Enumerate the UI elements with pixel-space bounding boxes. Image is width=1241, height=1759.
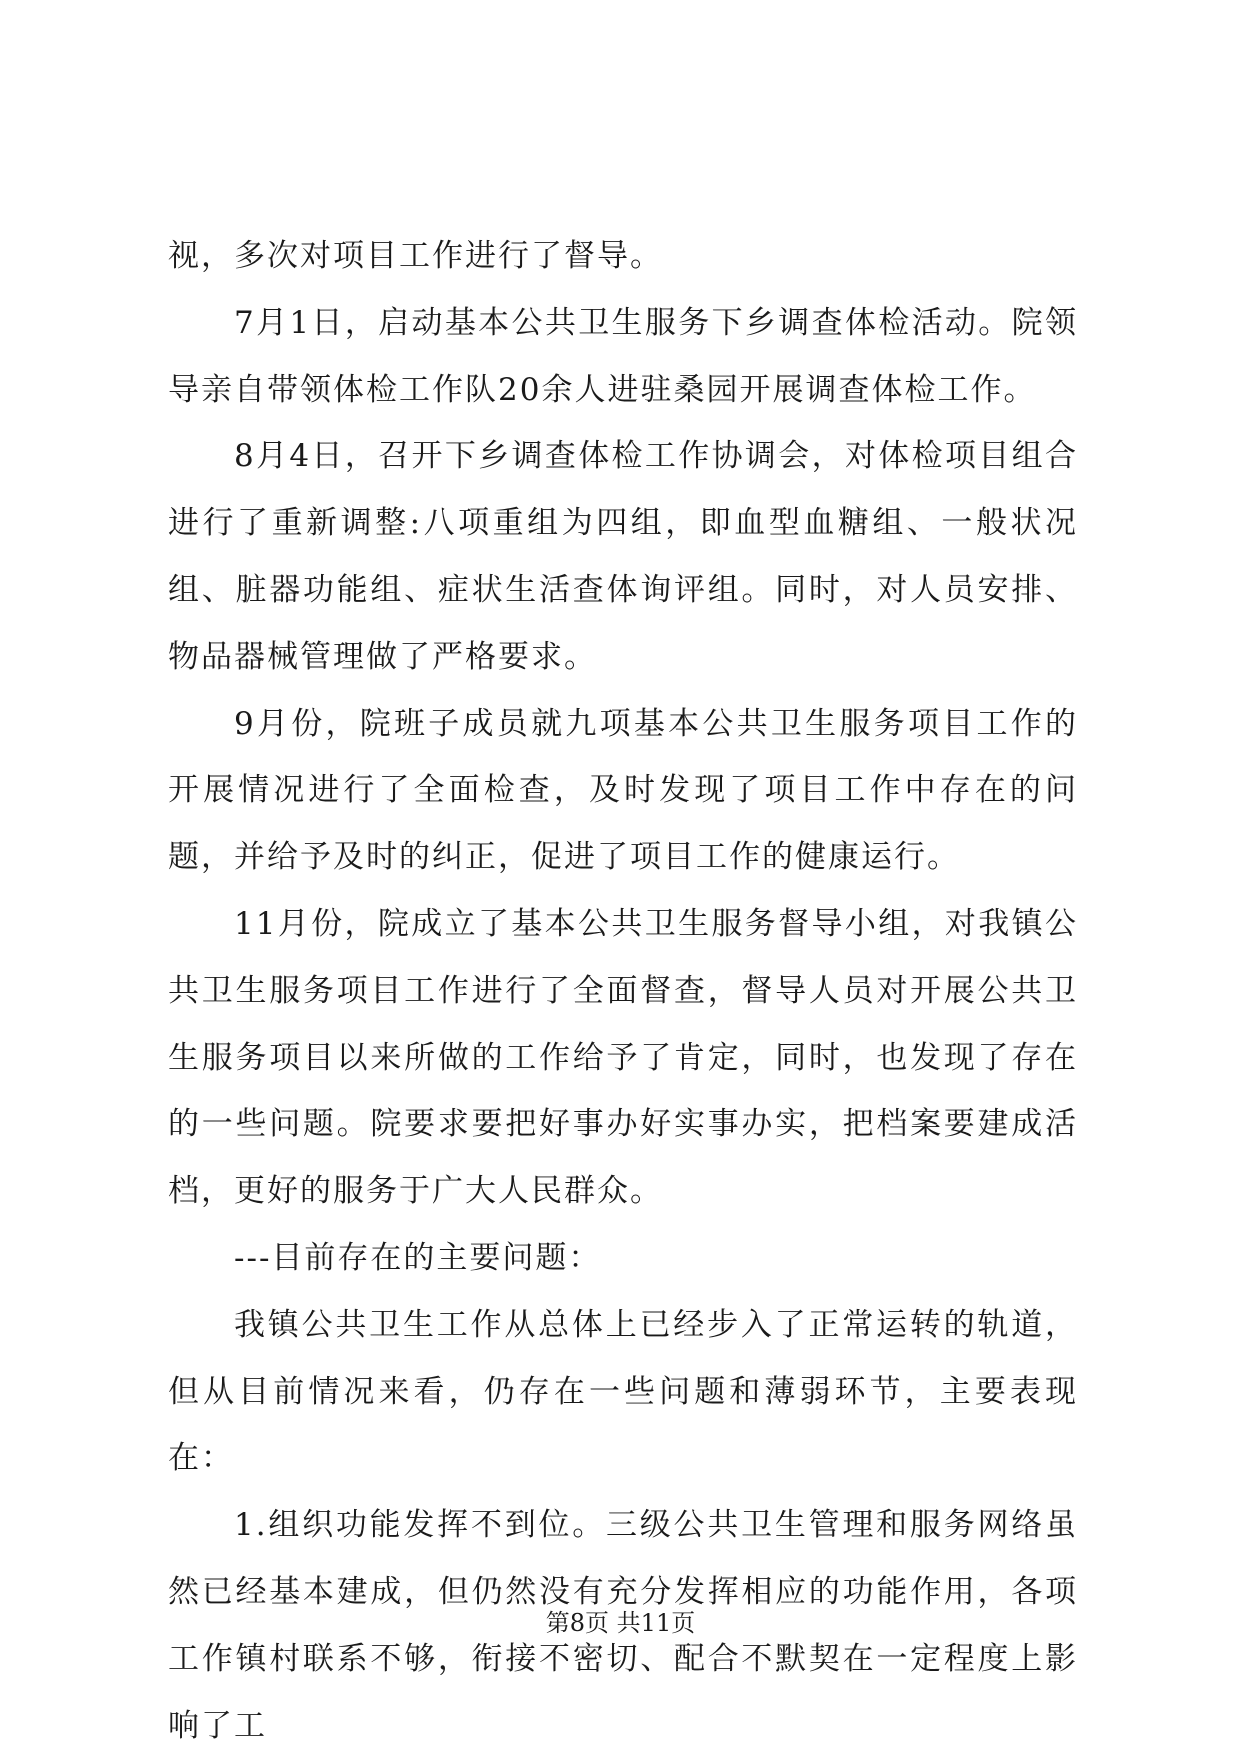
page-footer: 第8页 共11页 (545, 1609, 696, 1637)
paragraph-overview: 我镇公共卫生工作从总体上已经步入了正常运转的轨道，但从目前情况来看，仍存在一些问题和薄弱环节，主要表现在： (168, 1306, 1078, 1477)
paragraph-item-1: 1.组织功能发挥不到位。三级公共卫生管理和服务网络虽然已经基本建成，但仍然没有充分发挥相应的功能作用，各项工作镇村联系不够，衔接不密切、配合不默契在一定程度上影响了工 (168, 1507, 1078, 1744)
paragraph-november: 11月份，院成立了基本公共卫生服务督导小组，对我镇公共卫生服务项目工作进行了全面督查，督导人员对开展公共卫生服务项目以来所做的工作给予了肯定，同时，也发现了存在的一些问题。院要求要把好事办好实事办实，把档案要建成活档，更好的服务于广大人民群众。 (168, 905, 1078, 1210)
document-body (168, 223, 1078, 1759)
section-heading-problems: ---目前存在的主要问题： (234, 1239, 602, 1276)
paragraph-august: 8月4日，召开下乡调查体检工作协调会，对体检项目组合进行了重新调整:八项重组为四组，即血型血糖组、一般状况组、脏器功能组、症状生活查体询评组。同时，对人员安排、物品器械管理做了严格要求。 (168, 438, 1078, 675)
paragraph-september: 9月份，院班子成员就九项基本公共卫生服务项目工作的开展情况进行了全面检查，及时发现了项目工作中存在的问题，并给予及时的纠正，促进了项目工作的健康运行。 (168, 705, 1078, 876)
paragraph-continuation: 视，多次对项目工作进行了督导。 (168, 238, 663, 274)
paragraph-july: 7月1日，启动基本公共卫生服务下乡调查体检活动。院领导亲自带领体检工作队20余人进驻桑园开展调查体检工作。 (168, 304, 1078, 408)
